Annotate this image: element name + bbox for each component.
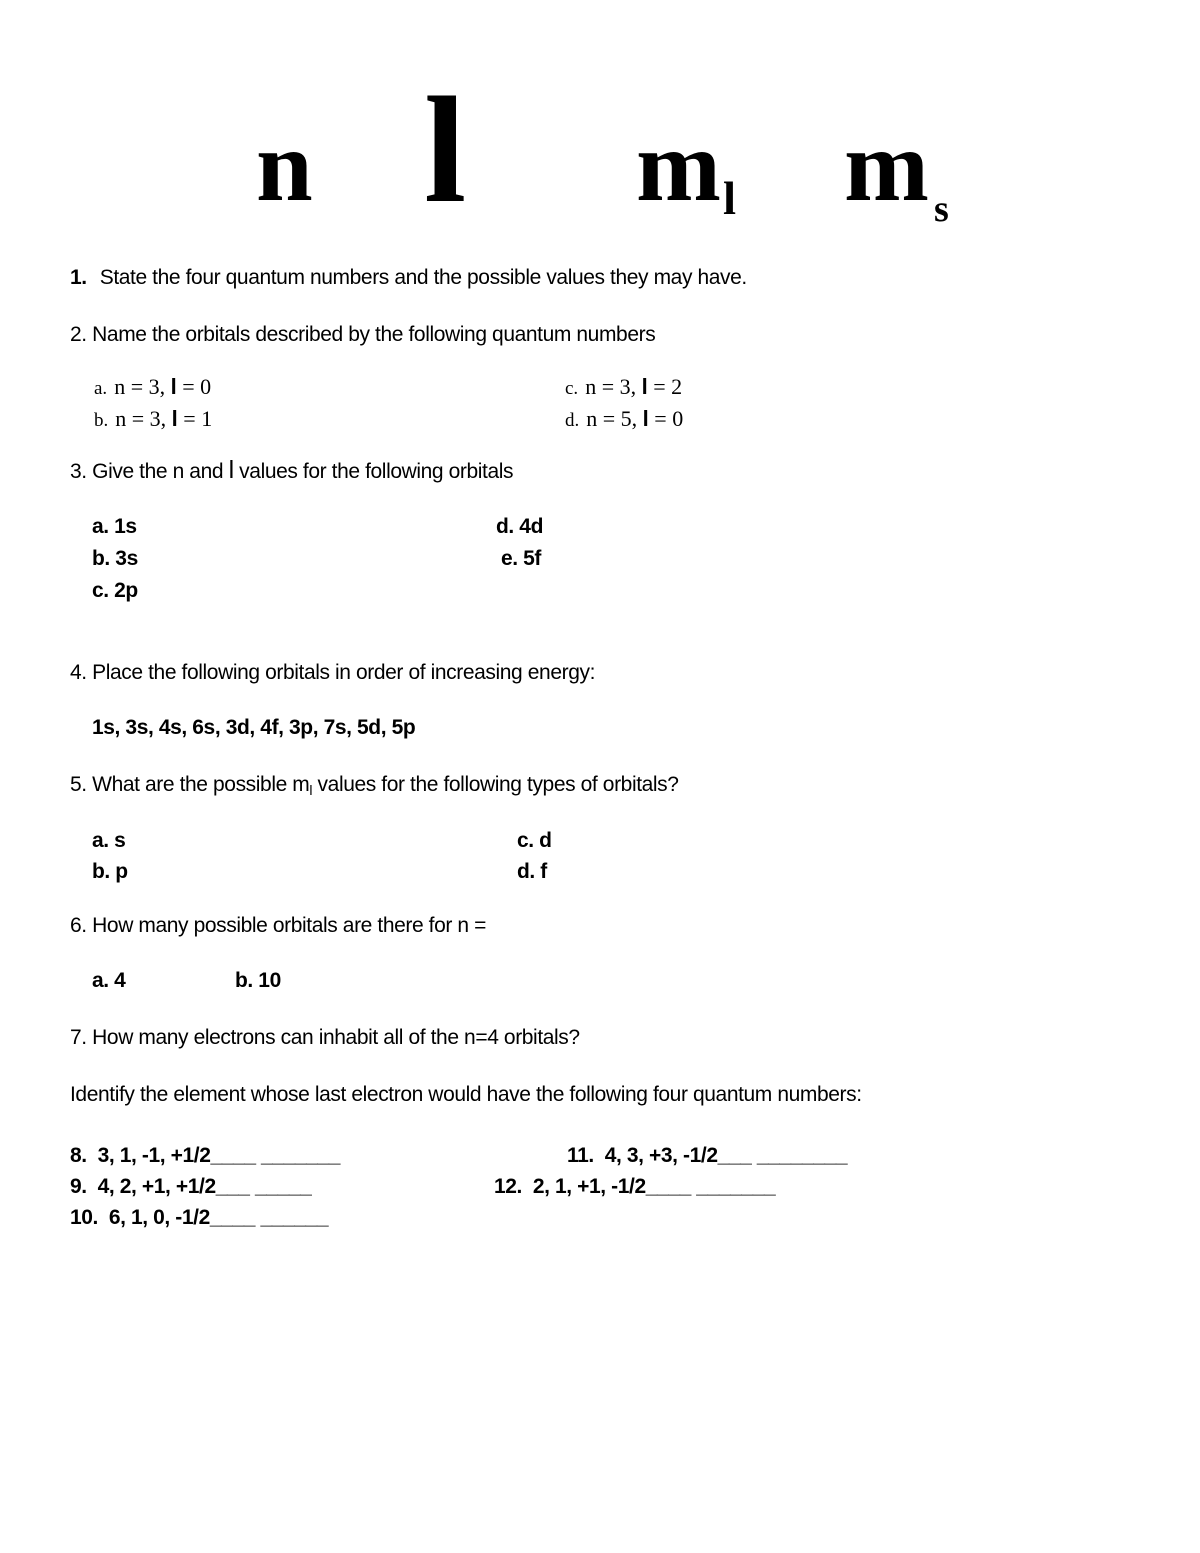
q3-item-e: e. 5f [501, 547, 542, 570]
q2-item-d-l-symbol: l [642, 406, 649, 431]
q2-item-c-post: = 2 [647, 374, 683, 399]
question-5-post: values for the following types of orbitals? [312, 773, 679, 796]
fill-item-9: 9. 4, 2, +1, +1/2___ _____ [70, 1175, 312, 1198]
q5-item-d: d. f [517, 860, 547, 883]
question-2-text: 2. Name the orbitals described by the following quantum numbers [70, 323, 656, 346]
q5-item-c: c. d [517, 829, 552, 852]
q3-item-c: c. 2p [92, 579, 138, 602]
q2-item-a-label: a. [94, 378, 108, 399]
question-7 [70, 1025, 580, 1050]
q4-orbital-list: 1s, 3s, 4s, 6s, 3d, 4f, 3p, 7s, 5d, 5p [92, 716, 416, 739]
identify-instruction: Identify the element whose last electron would have the following four quantum numbers: [70, 1083, 862, 1106]
fill-item-11: 11. 4, 3, +3, -1/2___ ________ [567, 1144, 848, 1167]
symbol-l-base: l [424, 66, 467, 234]
q6-item-b: b. 10 [235, 969, 281, 992]
fill-item-8: 8. 3, 1, -1, +1/2____ _______ [70, 1144, 340, 1167]
question-1-text: State the four quantum numbers and the possible values they may have. [99, 266, 747, 289]
fill-item-10: 10. 6, 1, 0, -1/2____ ______ [70, 1206, 329, 1229]
question-2 [70, 322, 655, 347]
symbol-ml-base: m [636, 110, 721, 223]
symbol-n-base: n [256, 110, 313, 223]
question-1-number: 1. [70, 266, 87, 289]
q2-item-b-label: b. [94, 410, 109, 431]
q3-item-a: a. 1s [92, 515, 137, 538]
q6-item-a: a. 4 [92, 969, 126, 992]
question-5-pre: What are the possible m [92, 773, 310, 796]
q2-item-c-pre: n = 3, [585, 374, 642, 399]
q3-item-d: d. 4d [496, 515, 544, 538]
question-7-text: 7. How many electrons can inhabit all of the n=4 orbitals? [70, 1026, 580, 1049]
question-3-pre: Give the n and [92, 460, 229, 483]
symbol-l [424, 66, 467, 234]
q2-item-b-l-symbol: l [171, 406, 178, 431]
symbol-ml [636, 110, 737, 225]
question-5-ml-subscript: l [309, 782, 313, 798]
q2-item-a-post: = 0 [176, 374, 212, 399]
q2-item-b-pre: n = 3, [115, 406, 172, 431]
question-3-post: values for the following orbitals [233, 460, 514, 483]
question-6 [70, 913, 486, 938]
question-4-text: 4. Place the following orbitals in order of increasing energy: [70, 661, 596, 684]
q3-item-b: b. 3s [92, 547, 138, 570]
symbol-ms-subscript: s [933, 188, 949, 230]
question-1 [70, 265, 747, 290]
fill-item-12: 12. 2, 1, +1, -1/2____ _______ [494, 1175, 776, 1198]
q2-item-d-label: d. [565, 410, 580, 431]
q2-item-c-label: c. [565, 378, 579, 399]
q2-item-b-post: = 1 [177, 406, 213, 431]
q2-item-c-l-symbol: l [641, 374, 648, 399]
q5-item-a: a. s [92, 829, 126, 852]
q2-item-c [565, 374, 682, 401]
question-3-number: 3. [70, 460, 93, 483]
question-4 [70, 660, 595, 685]
symbol-ms-base: m [844, 110, 929, 223]
q2-item-a [94, 374, 211, 401]
symbol-ms [844, 110, 949, 230]
q5-item-b: b. p [92, 860, 128, 883]
q2-item-b [94, 406, 212, 433]
question-3-l-symbol: l [228, 456, 234, 484]
q2-item-d-pre: n = 5, [586, 406, 643, 431]
question-3 [70, 455, 513, 485]
q2-item-d [565, 406, 683, 433]
question-5 [70, 772, 679, 799]
question-5-number: 5. [70, 773, 93, 796]
symbol-n [256, 110, 313, 223]
symbol-ml-subscript: l [722, 173, 737, 225]
q2-item-d-post: = 0 [648, 406, 684, 431]
q2-item-a-l-symbol: l [170, 374, 177, 399]
question-6-text: 6. How many possible orbitals are there for n = [70, 914, 486, 937]
q2-item-a-pre: n = 3, [114, 374, 171, 399]
